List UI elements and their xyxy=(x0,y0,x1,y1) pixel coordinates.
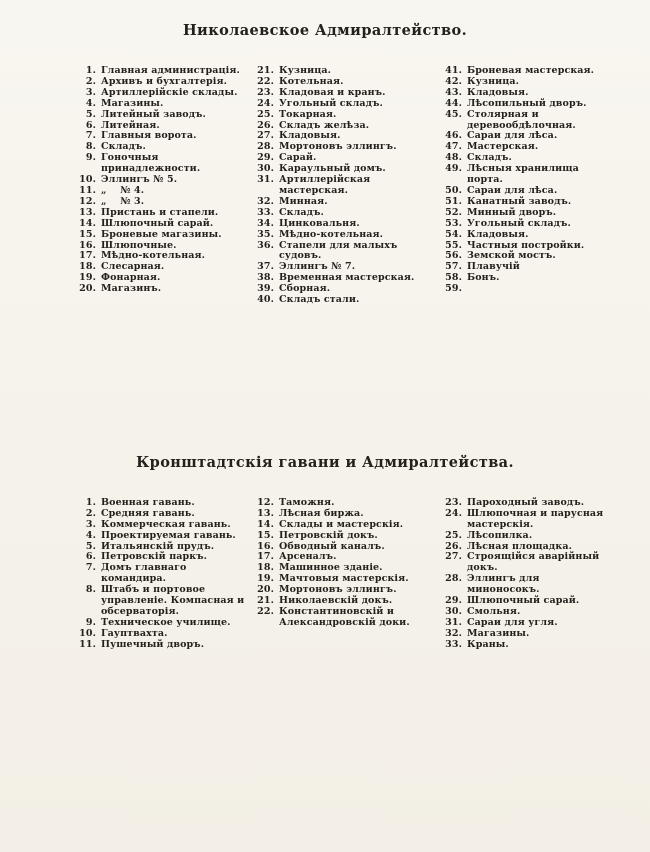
item-label: Мастерская. xyxy=(467,141,539,153)
item-label: Складъ желѣза. xyxy=(279,119,370,131)
item-label: Краны. xyxy=(467,638,509,650)
list-item xyxy=(254,531,442,542)
list-item xyxy=(254,241,442,263)
item-label: Кузница. xyxy=(467,75,520,87)
item-label: Караульный домъ. xyxy=(279,163,386,175)
list-column xyxy=(254,498,442,651)
item-label: Магазины. xyxy=(101,97,164,109)
item-number: 16. xyxy=(79,239,96,251)
list-item xyxy=(442,574,614,596)
item-label: Сараи для угля. xyxy=(467,616,558,628)
item-label: Слесарная. xyxy=(101,261,165,273)
list-item xyxy=(254,110,442,121)
item-label: Петровскій паркъ. xyxy=(101,551,207,563)
item-number: 21. xyxy=(257,65,274,76)
item-label: Артиллерійскіе склады. xyxy=(101,86,238,98)
item-number: 56. xyxy=(445,250,462,262)
item-label: Мортоновъ эллингъ. xyxy=(279,584,397,596)
item-label: Архивъ и бухгалтерія. xyxy=(101,75,228,87)
item-number: 14. xyxy=(79,217,96,229)
item-number: 33. xyxy=(445,638,462,650)
item-number: 27. xyxy=(257,130,274,142)
item-number: 55. xyxy=(445,239,462,251)
item-number: 43. xyxy=(445,86,462,98)
item-label: Минная. xyxy=(279,195,328,207)
item-label: Сборная. xyxy=(279,283,331,295)
item-label: Магазинъ. xyxy=(101,283,162,295)
list-item xyxy=(76,284,254,295)
item-number: 48. xyxy=(445,152,462,164)
item-number: 49. xyxy=(445,163,462,175)
item-label: Магазины. xyxy=(467,627,530,639)
item-label: Кладовыя. xyxy=(279,130,341,142)
item-label: Кладовыя. xyxy=(467,86,529,98)
item-label: Пристань и стапели. xyxy=(101,206,219,218)
item-number: 21. xyxy=(257,595,274,607)
item-label: Таможня. xyxy=(279,496,335,508)
item-number: 11. xyxy=(79,638,96,650)
item-label: Складъ. xyxy=(101,141,146,153)
item-number: 5. xyxy=(85,108,96,120)
item-number: 8. xyxy=(85,584,96,596)
item-label: Домъ главнаго командира. xyxy=(101,562,187,585)
item-number: 23. xyxy=(257,86,274,98)
item-label: Эллингъ № 7. xyxy=(279,261,356,273)
item-number: 40. xyxy=(257,294,274,306)
item-number: 30. xyxy=(445,606,462,617)
item-number: 39. xyxy=(257,283,274,295)
item-label: Гауптвахта. xyxy=(101,627,168,639)
item-label: Смольня. xyxy=(467,606,521,617)
item-number: 30. xyxy=(257,163,274,175)
item-label: Складъ стали. xyxy=(279,294,360,306)
item-number: 57. xyxy=(445,261,462,273)
item-number: 28. xyxy=(257,141,274,153)
list-item xyxy=(76,563,254,585)
item-label: Временная мастерская. xyxy=(279,272,415,284)
item-number: 6. xyxy=(85,551,96,563)
item-label: Проектируемая гавань. xyxy=(101,529,236,541)
item-number: 19. xyxy=(257,573,274,585)
item-label: Лѣсная биржа. xyxy=(279,507,364,519)
list-item xyxy=(76,230,254,241)
item-number: 26. xyxy=(445,540,462,552)
item-number: 31. xyxy=(445,616,462,628)
item-label: Литейный заводъ. xyxy=(101,108,206,120)
item-number: 3. xyxy=(85,518,96,530)
item-label: Обводный каналъ. xyxy=(279,540,385,552)
item-label: Складъ. xyxy=(467,152,512,164)
item-label: Константиновскій и Александровскій доки. xyxy=(279,606,410,628)
item-number: 14. xyxy=(257,518,274,530)
item-label: Главныя ворота. xyxy=(101,130,197,142)
item-label: Шлюпочный сарай. xyxy=(467,595,580,607)
item-label: Бонъ. xyxy=(467,272,500,284)
item-number: 36. xyxy=(257,239,274,251)
item-number: 22. xyxy=(257,606,274,617)
item-number: 19. xyxy=(79,272,96,284)
list-item xyxy=(76,153,254,175)
list-item xyxy=(254,175,442,197)
list-item xyxy=(76,219,254,230)
item-number: 1. xyxy=(85,496,96,508)
item-number: 2. xyxy=(85,507,96,519)
list-item xyxy=(442,509,614,531)
item-label: Сараи для лѣса. xyxy=(467,184,558,196)
item-number: 10. xyxy=(79,627,96,639)
list-item xyxy=(442,230,614,241)
item-label: Столярная и деревообдѣлочная. xyxy=(467,108,576,131)
item-label: Мортоновъ эллингъ. xyxy=(279,141,397,153)
item-number: 27. xyxy=(445,551,462,563)
item-label: Кузница. xyxy=(279,65,332,76)
item-label: Штабъ и портовое управленіе. Компасная и обсерваторія. xyxy=(101,584,245,617)
item-label: Стапели для малыхъ судовъ. xyxy=(279,239,398,262)
item-label: Литейная. xyxy=(101,119,160,131)
item-label: Угольный складъ. xyxy=(279,97,383,109)
item-number: 41. xyxy=(445,65,462,76)
item-label: Угольный складъ. xyxy=(467,217,571,229)
section-title: Николаевское Адмиралтейство. xyxy=(182,22,468,39)
item-label: Котельная. xyxy=(279,75,344,87)
item-number: 35. xyxy=(257,228,274,240)
list-item xyxy=(254,99,442,110)
item-label: Броневая мастерская. xyxy=(467,65,595,76)
item-label: Строящійся аварійный докъ. xyxy=(467,551,600,574)
item-label: Пароходный заводъ. xyxy=(467,496,585,508)
item-number: 44. xyxy=(445,97,462,109)
list-column xyxy=(76,498,254,651)
item-number: 24. xyxy=(445,507,462,519)
item-number: 47. xyxy=(445,141,462,153)
section-nikolaev-admiralty xyxy=(0,0,650,306)
item-label: Лѣсопильный дворъ. xyxy=(467,97,587,109)
item-number: 18. xyxy=(257,562,274,574)
item-number: 20. xyxy=(79,283,96,295)
item-number: 8. xyxy=(85,141,96,153)
item-label: Сарай. xyxy=(279,152,317,164)
item-label: Итальянскій прудъ. xyxy=(101,540,215,552)
item-label: Минный дворъ. xyxy=(467,206,557,218)
item-number: 22. xyxy=(257,75,274,87)
item-number: 29. xyxy=(257,152,274,164)
item-number: 15. xyxy=(257,529,274,541)
item-number: 25. xyxy=(445,529,462,541)
item-number: 31. xyxy=(257,174,274,186)
columns-container xyxy=(0,498,650,651)
list-column xyxy=(76,66,254,306)
item-label: Лѣсопилка. xyxy=(467,529,533,541)
list-item xyxy=(442,284,614,295)
item-number: 1. xyxy=(85,65,96,76)
item-number: 13. xyxy=(79,206,96,218)
item-number: 9. xyxy=(85,152,96,164)
item-label: Кладовыя. xyxy=(467,228,529,240)
columns-container xyxy=(0,66,650,306)
item-number: 17. xyxy=(79,250,96,262)
item-number: 58. xyxy=(445,272,462,284)
item-label: Мѣдно-котельная. xyxy=(279,228,384,240)
item-number: 32. xyxy=(257,195,274,207)
list-item xyxy=(76,110,254,121)
item-label: Средняя гавань. xyxy=(101,507,195,519)
item-number: 26. xyxy=(257,119,274,131)
item-number: 15. xyxy=(79,228,96,240)
item-label: Токарная. xyxy=(279,108,337,120)
item-number: 7. xyxy=(85,130,96,142)
item-label: Лѣсныя хранилища порта. xyxy=(467,163,579,186)
item-label: Мачтовыя мастерскія. xyxy=(279,573,409,585)
item-label: Сараи для лѣса. xyxy=(467,130,558,142)
item-number: 23. xyxy=(445,496,462,508)
item-number: 38. xyxy=(257,272,274,284)
item-number: 24. xyxy=(257,97,274,109)
item-number: 16. xyxy=(257,540,274,552)
item-label: Эллингъ для миноносокъ. xyxy=(467,573,540,596)
list-column xyxy=(254,66,442,306)
item-number: 10. xyxy=(79,174,96,186)
list-item xyxy=(442,99,614,110)
item-number: 52. xyxy=(445,206,462,218)
item-label: Склады и мастерскія. xyxy=(279,518,404,530)
item-number: 4. xyxy=(85,97,96,109)
item-number: 42. xyxy=(445,75,462,87)
item-label: Складъ. xyxy=(279,206,324,218)
list-item xyxy=(254,219,442,230)
item-label: Кладовая и кранъ. xyxy=(279,86,386,98)
item-number: 7. xyxy=(85,562,96,574)
item-number: 54. xyxy=(445,228,462,240)
item-label: Арсеналъ. xyxy=(279,551,337,563)
list-item xyxy=(442,110,614,132)
item-label: Артиллерійская мастерская. xyxy=(279,174,371,196)
list-item xyxy=(442,531,614,542)
item-number: 4. xyxy=(85,529,96,541)
item-label: Пушечный дворъ. xyxy=(101,638,205,650)
item-number: 3. xyxy=(85,86,96,98)
item-number: 18. xyxy=(79,261,96,273)
item-label: Шлюпочная и парусная мастерскія. xyxy=(467,507,604,530)
item-number: 46. xyxy=(445,130,462,142)
item-number: 25. xyxy=(257,108,274,120)
list-item xyxy=(254,230,442,241)
item-label: Частныя постройки. xyxy=(467,239,585,251)
item-label xyxy=(467,284,614,295)
item-label: Фонарная. xyxy=(101,272,161,284)
item-number: 2. xyxy=(85,75,96,87)
item-label: Шлюпочные. xyxy=(101,239,177,251)
item-label: Николаевскій докъ. xyxy=(279,595,393,607)
item-label: Эллингъ № 5. xyxy=(101,174,178,186)
item-number: 11. xyxy=(79,184,96,196)
item-label: Коммерческая гавань. xyxy=(101,518,231,530)
item-label: Земской мостъ. xyxy=(467,250,556,262)
item-number: 51. xyxy=(445,195,462,207)
list-column xyxy=(442,66,614,306)
item-label: Гоночныя принадлежности. xyxy=(101,152,201,175)
item-label: Техническое училище. xyxy=(101,616,231,628)
list-item xyxy=(76,585,254,618)
list-item xyxy=(442,640,614,651)
item-number: 6. xyxy=(85,119,96,131)
item-label: Цинковальня. xyxy=(279,217,360,229)
item-label: Канатный заводъ. xyxy=(467,195,572,207)
list-item xyxy=(254,295,442,306)
list-item xyxy=(442,164,614,186)
item-label: Лѣсная площадка. xyxy=(467,540,572,552)
item-number: 17. xyxy=(257,551,274,563)
list-column xyxy=(442,498,614,651)
item-label: Машинное зданіе. xyxy=(279,562,383,574)
item-label: „ № 3. xyxy=(101,195,145,207)
item-number: 28. xyxy=(445,573,462,585)
item-number: 37. xyxy=(257,261,274,273)
item-number: 9. xyxy=(85,616,96,628)
list-item xyxy=(76,531,254,542)
list-item xyxy=(76,99,254,110)
item-number: 12. xyxy=(257,496,274,508)
item-number: 59. xyxy=(445,283,462,295)
item-number: 20. xyxy=(257,584,274,596)
list-item xyxy=(76,640,254,651)
section-kronstadt-harbors xyxy=(0,454,650,651)
item-label: Плавучій xyxy=(467,261,520,273)
item-number: 50. xyxy=(445,184,462,196)
list-item xyxy=(254,607,442,629)
item-label: Военная гавань. xyxy=(101,496,195,508)
item-number: 33. xyxy=(257,206,274,218)
item-number: 29. xyxy=(445,595,462,607)
item-number: 12. xyxy=(79,195,96,207)
item-number: 13. xyxy=(257,507,274,519)
item-label: Мѣдно-котельная. xyxy=(101,250,206,262)
item-number: 5. xyxy=(85,540,96,552)
item-number: 34. xyxy=(257,217,274,229)
list-item xyxy=(442,552,614,574)
item-number: 53. xyxy=(445,217,462,229)
item-label: Шлюпочный сарай. xyxy=(101,217,214,229)
item-label: Главная администрація. xyxy=(101,65,240,76)
item-label: Броневые магазины. xyxy=(101,228,222,240)
list-item xyxy=(442,273,614,284)
item-number: 32. xyxy=(445,627,462,639)
item-label: Петровскій докъ. xyxy=(279,529,378,541)
item-number: 45. xyxy=(445,108,462,120)
list-item xyxy=(442,219,614,230)
item-label: „ № 4. xyxy=(101,184,145,196)
section-title: Кронштадтскія гавани и Адмиралтейства. xyxy=(136,453,514,471)
